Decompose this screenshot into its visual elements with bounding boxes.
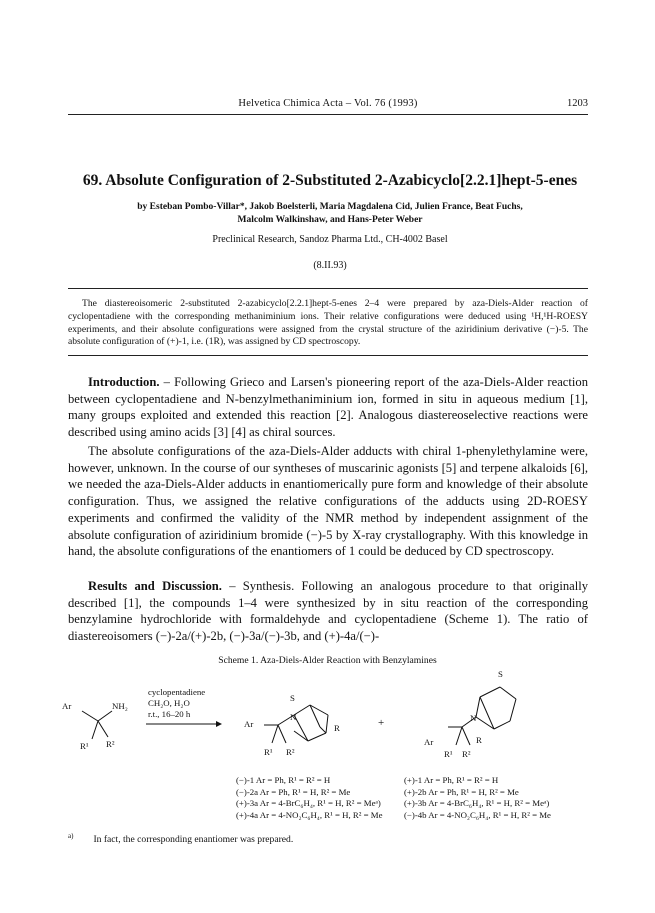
product-a-ar-label: Ar: [244, 719, 254, 729]
authors-line-2: Malcolm Walkinshaw, and Hans-Peter Weber: [237, 215, 423, 225]
plus-sign: +: [378, 717, 385, 729]
results-heading: Results and Discussion.: [88, 579, 222, 593]
product-b-r2-label: R²: [462, 749, 471, 759]
product-a-n-label: N: [290, 712, 297, 722]
reaction-conditions: r.t., 16–20 h: [148, 709, 191, 719]
reactant-nh2-label: NH₂: [112, 701, 128, 711]
list-item: (+)-3b Ar = 4-BrC₆H₄, R¹ = H, R² = Meᵃ): [404, 798, 550, 808]
affiliation: Preclinical Research, Sandoz Pharma Ltd., CH-4002 Basel: [212, 234, 448, 245]
footnote-text: In fact, the corresponding enantiomer was prepared.: [93, 834, 294, 846]
page-number: 1203: [567, 98, 588, 109]
list-item: (+)-4a Ar = 4-NO₂C₆H₄, R¹ = H, R² = Me: [236, 809, 383, 820]
product-a-r2-label: R²: [286, 747, 295, 757]
list-item: (−)-4b Ar = 4-NO₂C₆H₄, R¹ = H, R² = Me: [404, 809, 551, 820]
introduction-paragraph: [68, 374, 588, 441]
authors-line-1: by Esteban Pombo-Villar*, Jakob Boelsterli, Maria Magdalena Cid, Julien France, Beat Fuchs,: [137, 202, 523, 212]
journal-name: Helvetica Chimica Acta – Vol. 76 (1993): [238, 98, 418, 109]
reactant-r2-label: R²: [106, 739, 115, 749]
introduction-heading: Introduction.: [88, 375, 160, 389]
product-b-ar-label: Ar: [424, 737, 434, 747]
footnote: [68, 832, 293, 845]
article-title: 69. Absolute Configuration of 2-Substituted 2-Azabicyclo[2.2.1]hept-5-enes: [82, 172, 578, 189]
list-item: (−)-1 Ar = Ph, R¹ = R² = H: [236, 775, 331, 785]
list-item: (+)-2b Ar = Ph, R¹ = H, R² = Me: [404, 786, 519, 797]
list-item: (−)-2a Ar = Ph, R¹ = H, R² = Me: [236, 786, 351, 797]
product-a-r1-label: R¹: [264, 747, 273, 757]
product-b-s-label: S: [498, 669, 503, 679]
reactant-r1-label: R¹: [80, 741, 89, 751]
list-item: (+)-3a Ar = 4-BrC₆H₄, R¹ = H, R² = Meᵃ): [236, 798, 381, 808]
footnote-mark: a): [68, 832, 74, 840]
introduction-text: – Following Grieco and Larsen's pioneering report of the aza-Diels-Alder reaction between cyclopentadiene and N-benzylmethaniminium ion, formed in situ in aqueous medium [1], many groups exploited and extended this reaction [2]. Analogous diastereoselective reactions were described using amino acids [3] [4] as chiral sources.: [68, 375, 588, 440]
reagent-cyclopentadiene: cyclopentadiene: [148, 687, 206, 697]
product-a-r-label: R: [334, 723, 340, 733]
abstract: The diastereoisomeric 2-substituted 2-azabicyclo[2.2.1]hept-5-enes 2–4 were prepared by aza-Diels-Alder reaction of cyclopentadiene with the corresponding methaniminium ions. Their relative configurations were deduced using ¹H,¹H-ROESY experiments, and their absolute configurations were assigned from the crystal structure of the aziridinium derivative (−)-5. The absolute configuration of (+)-1, i.e. (1R), was assigned by CD spectroscopy.: [68, 288, 588, 356]
product-a-s-label: S: [290, 693, 295, 703]
results-paragraph: [68, 578, 588, 645]
product-b-n-label: N: [470, 713, 477, 723]
running-header: [68, 98, 588, 115]
list-item: (+)-1 Ar = Ph, R¹ = R² = H: [404, 775, 499, 785]
reactant-ar-label: Ar: [62, 701, 72, 711]
reagent-formaldehyde: CH₂O, H₂O: [148, 698, 190, 708]
left-compound-list: [236, 775, 382, 821]
results-text: – Synthesis. Following an analogous procedure to that originally described [1], the compounds 1–4 were synthesized by in situ reaction of the corresponding benzylamine hydrochloride with formaldehyde and cyclopentadiene (Scheme 1). The ratio of diastereoisomers (−)-2a/(+)-2b, (−)-3a/(−)-3b, and (+)-4a/(−)-: [68, 579, 589, 644]
right-compound-list: [404, 775, 551, 821]
scheme-caption: Scheme 1. Aza-Diels-Alder Reaction with Benzylamines: [218, 655, 437, 666]
reaction-arrow: [146, 719, 222, 729]
received-date: (8.II.93): [313, 260, 347, 271]
product-b-r-label: R: [476, 735, 482, 745]
benzylamine-structure: [60, 695, 140, 755]
author-list: [80, 201, 580, 227]
second-paragraph: The absolute configurations of the aza-Diels-Alder adducts with chiral 1-phenylethylamine were, however, unknown. In the course of our syntheses of muscarinic agonists [5] and terpene alkaloids [6], we needed the aza-Diels-Alder adducts in enantiomerically pure form and knowledge of their absolute configuration. Thus, we assigned the relative configurations of the adducts using 2D-ROESY experiments and confirmed the validity of the NMR method by independent assignment of the absolute configuration of aziridinium bromide (−)-5 by X-ray crystallography. With this knowledge in hand, the absolute configurations of the enantiomers of 1 could be deduced by CD spectroscopy.: [68, 444, 588, 559]
product-b-r1-label: R¹: [444, 749, 453, 759]
